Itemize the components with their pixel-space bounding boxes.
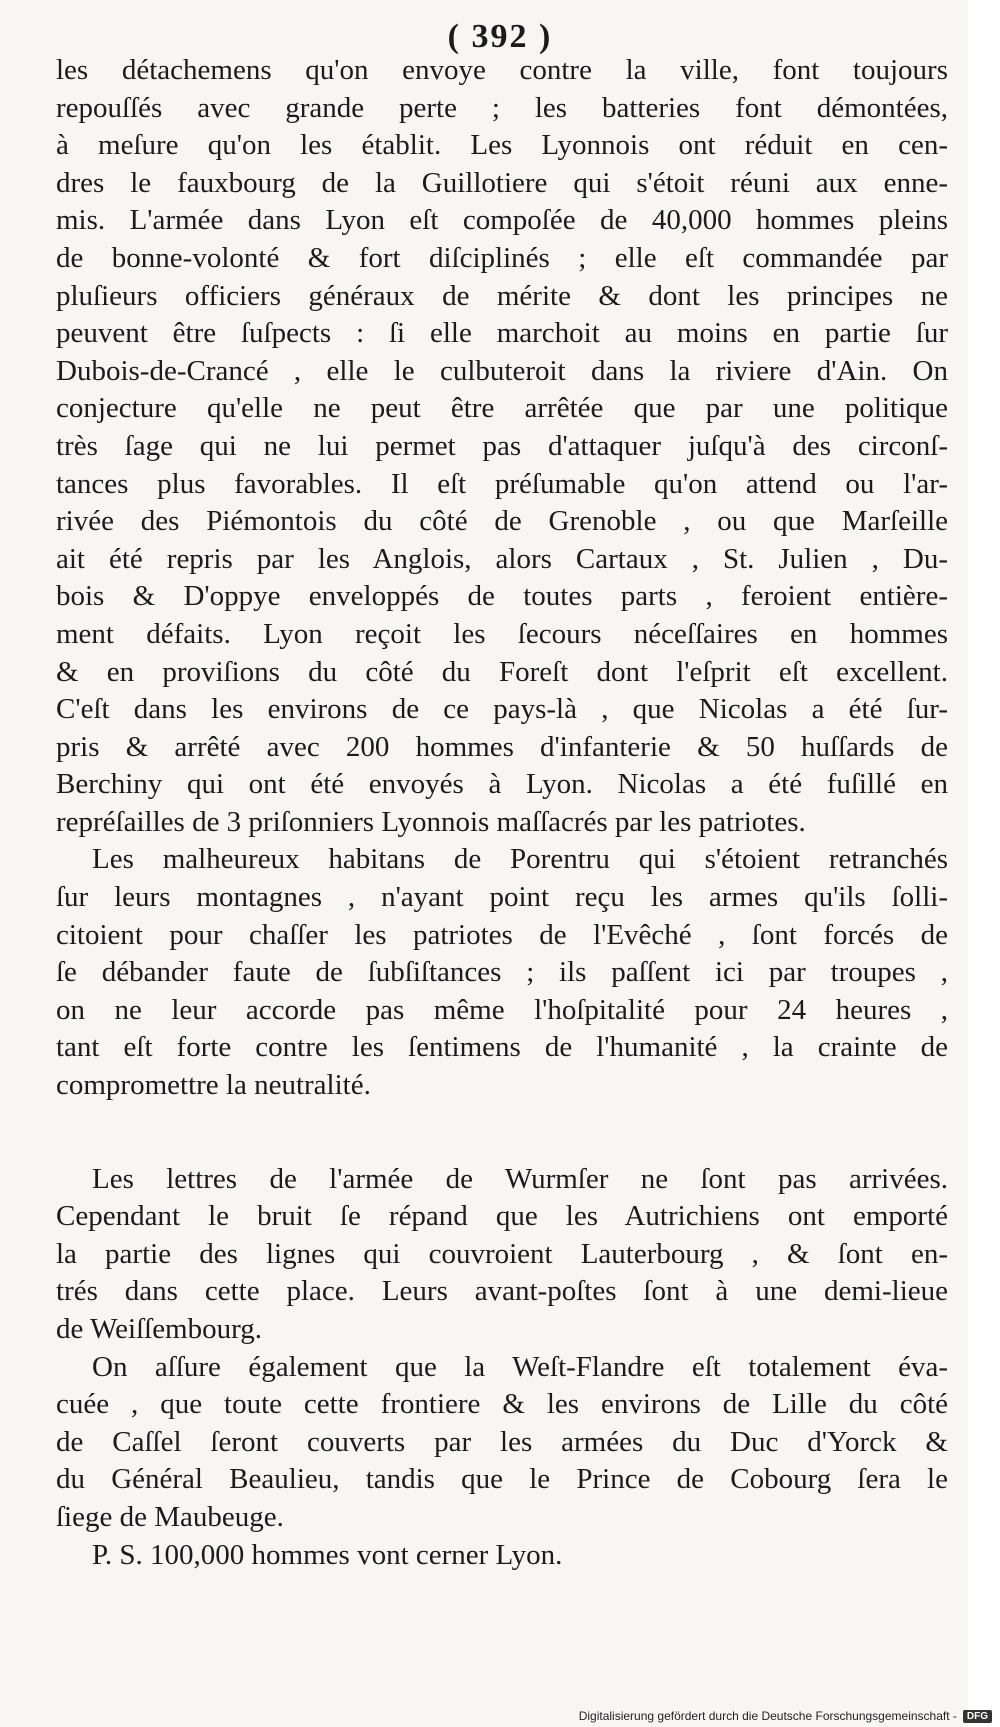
text-line: repouſſés avec grande perte ; les batteries font démontées,: [56, 91, 948, 124]
text-line: tances plus favorables. Il eſt préſumable qu'on attend ou l'ar-: [56, 467, 948, 500]
text-line: rivée des Piémontois du côté de Grenoble , ou que Marſeille: [56, 505, 948, 538]
text-line: Dubois-de-Crancé , elle le culbuteroit dans la riviere d'Ain. On: [56, 354, 948, 387]
paragraph-porentru: [56, 841, 948, 1104]
text-line: conjecture qu'elle ne peut être arrêtée que par une politique: [56, 392, 948, 425]
text-line: & en proviſions du côté du Foreſt dont l'eſprit eſt excellent.: [56, 655, 948, 688]
text-line: on ne leur accorde pas même l'hoſpitalité pour 24 heures ,: [56, 993, 948, 1026]
text-line: cuée , que toute cette frontiere & les environs de Lille du côté: [56, 1388, 948, 1421]
text-line: de Weiſſembourg.: [56, 1313, 263, 1345]
text-line: compromettre la neutralité.: [56, 1069, 371, 1102]
text-line: de bonne-volonté & fort diſciplinés ; elle eſt commandée par: [56, 241, 948, 274]
text-line: C'eſt dans les environs de ce pays-là , que Nicolas a été ſur-: [56, 693, 948, 726]
text-line: Cependant le bruit ſe répand que les Autrichiens ont emporté: [56, 1200, 948, 1233]
text-line: Les malheureux habitans de Porentru qui s'étoient retranchés: [92, 843, 948, 876]
text-line: ſe débander faute de ſubſiſtances ; ils paſſent ici par troupes ,: [56, 956, 948, 989]
dfg-logo: DFG: [963, 1710, 992, 1723]
paragraph-gap: [56, 1105, 948, 1161]
text-line: repréſailles de 3 priſonniers Lyonnois maſſacrés par les patriotes.: [56, 805, 806, 838]
page-number: ( 392 ): [447, 18, 553, 55]
body-text: [56, 52, 948, 1574]
text-line: P. S. 100,000 hommes vont cerner Lyon.: [92, 1538, 563, 1571]
paragraph-lyon-siege: [56, 52, 948, 841]
text-line: On aſſure également que la Weſt-Flandre eſt totalement éva-: [92, 1350, 948, 1383]
text-line: Les lettres de l'armée de Wurmſer ne ſont pas arrivées.: [92, 1162, 948, 1195]
text-line: ait été repris par les Anglois, alors Cartaux , St. Julien , Du-: [56, 542, 948, 575]
text-line: Berchiny qui ont été envoyés à Lyon. Nicolas a été fuſillé en: [56, 768, 948, 801]
text-line: pluſieurs officiers généraux de mérite & dont les principes ne: [56, 279, 948, 312]
text-line: mis. L'armée dans Lyon eſt compoſée de 40,000 hommes pleins: [56, 204, 948, 237]
text-line: dres le fauxbourg de la Guillotiere qui s'étoit réuni aux enne-: [56, 166, 948, 199]
text-line: de Caſſel ſeront couverts par les armées du Duc d'Yorck &: [56, 1425, 948, 1458]
text-line: citoient pour chaſſer les patriotes de l'Evêché , ſont forcés de: [56, 918, 948, 951]
text-line: les détachemens qu'on envoye contre la ville, font toujours: [56, 54, 948, 86]
text-line: peuvent être ſuſpects : ſi elle marchoit au moins en partie ſur: [56, 317, 948, 350]
text-line: très ſage qui ne lui permet pas d'attaquer juſqu'à des circonſ-: [56, 429, 948, 462]
text-line: ſur leurs montagnes , n'ayant point reçu les armes qu'ils ſolli-: [56, 881, 948, 914]
text-line: ſiege de Maubeuge.: [56, 1500, 284, 1533]
paragraph-wurmser: [56, 1161, 948, 1349]
text-line: la partie des lignes qui couvroient Lauterbourg , & ſont en-: [56, 1237, 948, 1270]
text-line: ment défaits. Lyon reçoit les ſecours néceſſaires en hommes: [56, 617, 948, 650]
text-line: à meſure qu'on les établit. Les Lyonnois ont réduit en cen-: [56, 129, 948, 162]
text-line: tant eſt forte contre les ſentimens de l'humanité , la crainte de: [56, 1031, 948, 1064]
text-line: trés dans cette place. Leurs avant-poſtes ſont à une demi-lieue: [56, 1275, 948, 1308]
text-line: pris & arrêté avec 200 hommes d'infanterie & 50 huſſards de: [56, 730, 948, 763]
text-line: bois & D'oppye enveloppés de toutes parts , feroient entière-: [56, 580, 948, 613]
footer-text: Digitalisierung gefördert durch die Deutsche Forschungsgemeinschaft -: [578, 1709, 957, 1723]
postscript: [56, 1537, 948, 1575]
digitization-footer: [579, 1709, 992, 1723]
paragraph-west-flandre: [56, 1349, 948, 1537]
text-line: du Général Beaulieu, tandis que le Prince de Cobourg ſera le: [56, 1463, 948, 1496]
